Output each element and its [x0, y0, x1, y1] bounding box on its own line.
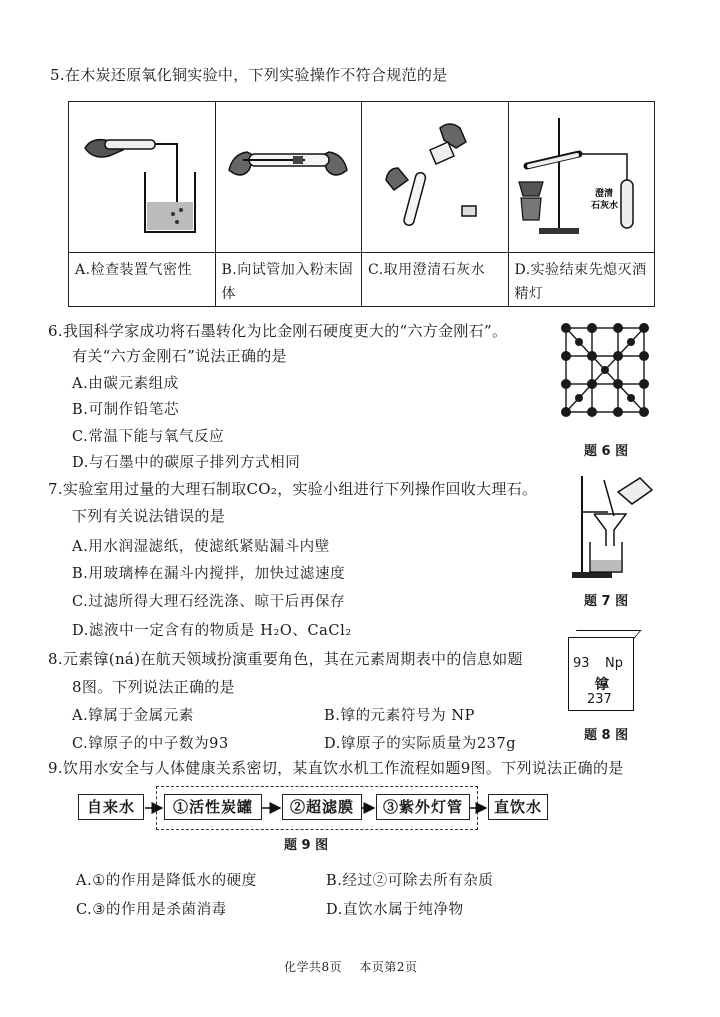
q7-figure-caption: 题 7 图 [584, 594, 629, 609]
q9-option-c: C.③的作用是杀菌消毒 [76, 902, 227, 918]
q8-option-b: B.镎的元素符号为 NP [324, 708, 476, 724]
limewater-label-line1: 澄清 [594, 189, 613, 199]
flow-tap-water: 自来水 [78, 794, 144, 820]
q9-option-b: B.经过②可除去所有杂质 [326, 873, 494, 889]
q7-option-a: A.用水润湿滤纸，使滤纸紧贴漏斗内壁 [72, 539, 330, 555]
element-symbol: Np [605, 656, 623, 671]
q8-stem-line1: 8.元素镎(ná)在航天领域扮演重要角色，其在元素周期表中的信息如题 [48, 650, 523, 668]
flow-activated-carbon: ①活性炭罐 [164, 794, 262, 820]
q5-option-c: C.取用澄清石灰水 [362, 253, 509, 307]
q6-figure-caption: 题 6 图 [584, 444, 629, 459]
flow-ultrafiltration-membrane: ②超滤膜 [282, 794, 362, 820]
element-name: 镎 [595, 677, 609, 693]
q6-stem-line1: 6.我国科学家成功将石墨转化为比金刚石硬度更大的“六方金刚石”。 [48, 322, 508, 340]
q9-option-d: D.直饮水属于纯净物 [326, 902, 464, 918]
q9-stem: 9.饮用水安全与人体健康关系密切，某直饮水机工作流程如题9图。下列说法正确的是 [48, 759, 624, 777]
q6-stem-line2: 有关“六方金刚石”说法正确的是 [72, 347, 287, 365]
q5-option-b: B.向试管加入粉末固体 [215, 253, 362, 307]
atomic-number: 93 [573, 656, 590, 671]
atomic-mass: 237 [587, 692, 612, 707]
q7-option-b: B.用玻璃棒在漏斗内搅拌，加快过滤速度 [72, 566, 346, 582]
q6-option-c: C.常温下能与氧气反应 [72, 429, 225, 445]
q8-option-c: C.镎原子的中子数为93 [72, 736, 229, 752]
q6-option-d: D.与石墨中的碳原子排列方式相同 [72, 455, 301, 471]
limewater-label-line2: 石灰水 [590, 201, 618, 211]
q7-option-c: C.过滤所得大理石经洗涤、晾干后再保存 [72, 594, 346, 610]
q5-stem: 5.在木炭还原氧化铜实验中，下列实验操作不符合规范的是 [50, 66, 448, 84]
page-footer: 化学共8页 本页第2页 [284, 960, 418, 974]
q7-stem-line1: 7.实验室用过量的大理石制取CO₂，实验小组进行下列操作回收大理石。 [48, 480, 538, 498]
flow-uv-lamp: ③紫外灯管 [376, 794, 470, 820]
q7-option-d: D.滤液中一定含有的物质是 H₂O、CaCl₂ [72, 623, 352, 639]
q6-option-b: B.可制作铅笔芯 [72, 402, 180, 418]
q8-option-a: A.镎属于金属元素 [72, 708, 194, 724]
q8-figure-caption: 题 8 图 [584, 728, 629, 743]
q9-figure-caption: 题 9 图 [284, 838, 329, 853]
q8-option-d: D.镎原子的实际质量为237g [324, 736, 517, 752]
q6-option-a: A.由碳元素组成 [72, 376, 179, 392]
q5-option-a: A.检查装置气密性 [69, 253, 216, 307]
q5-option-d: D.实验结束先熄灭酒精灯 [508, 253, 655, 307]
q9-option-a: A.①的作用是降低水的硬度 [76, 873, 257, 889]
flow-drinking-water: 直饮水 [488, 794, 548, 820]
q7-stem-line2: 下列有关说法错误的是 [72, 507, 226, 525]
q8-stem-line2: 8图。下列说法正确的是 [72, 678, 235, 696]
